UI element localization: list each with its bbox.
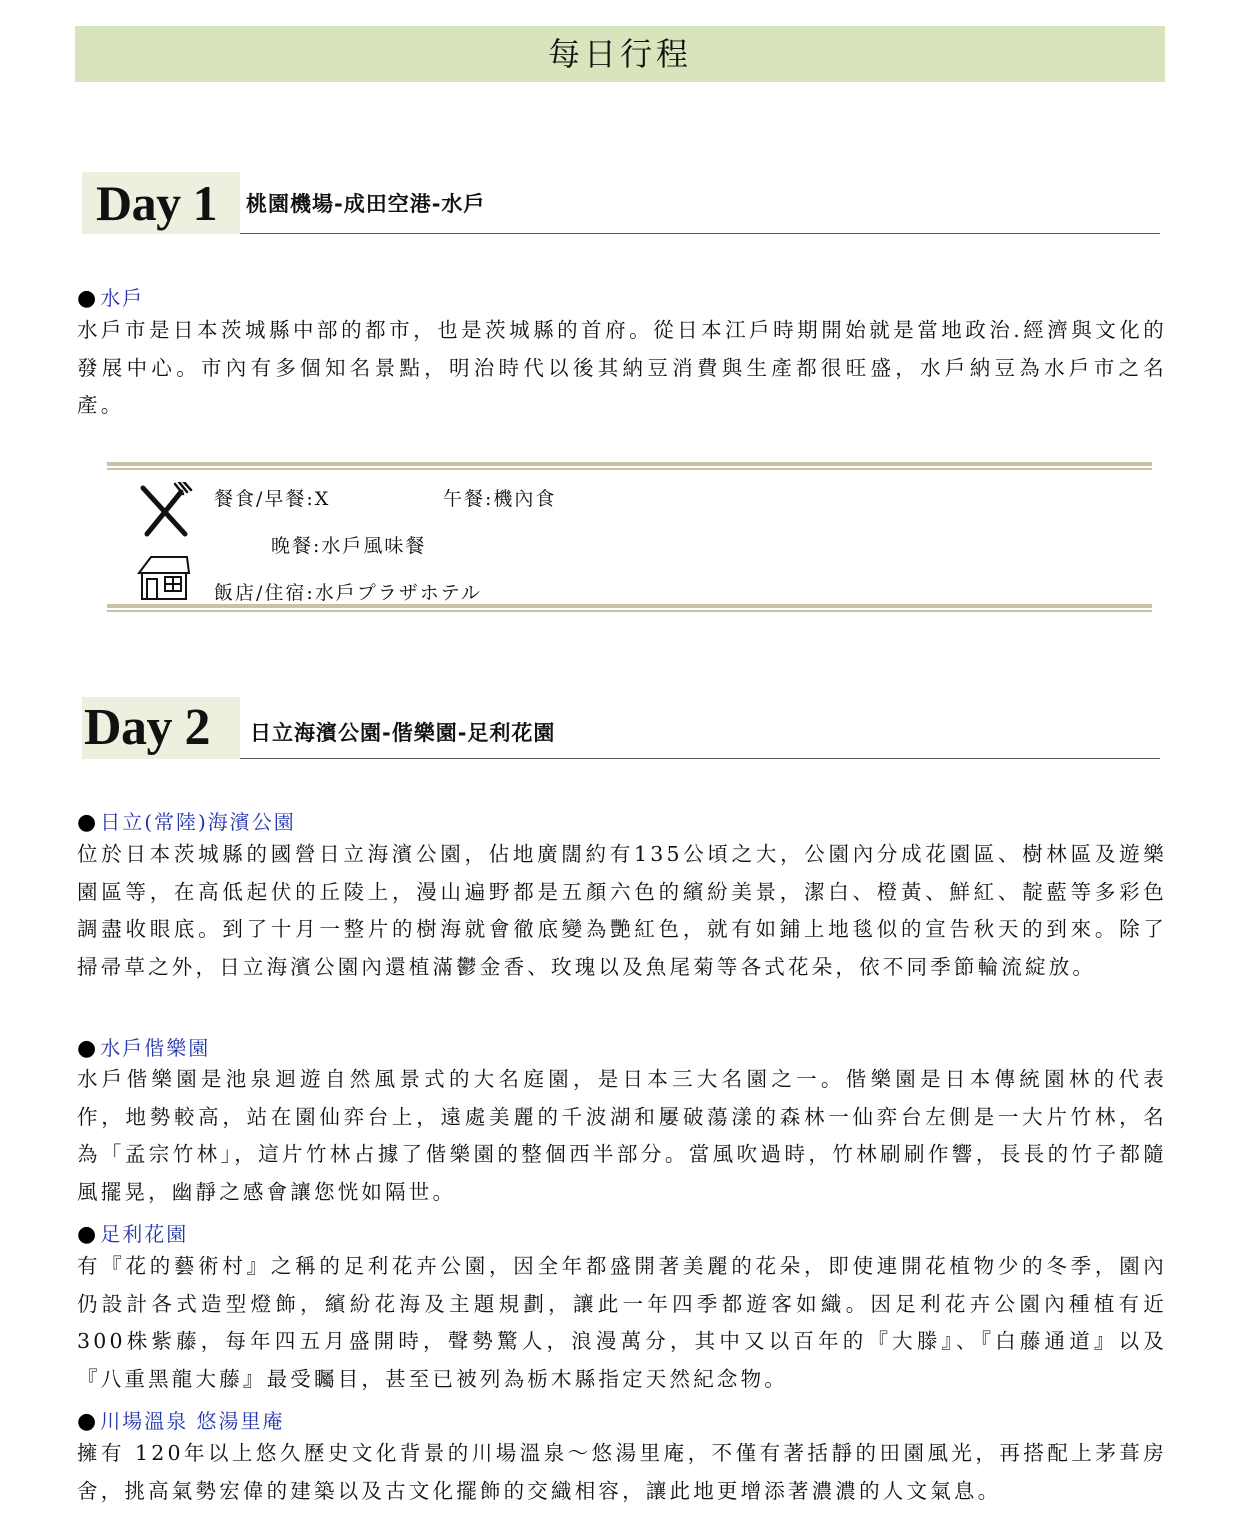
day-2-header	[82, 697, 1160, 759]
section-title-mito: ● 水戶	[77, 286, 145, 311]
section-title-kairakuen: ● 水戶偕樂園	[77, 1036, 211, 1061]
house-icon	[137, 553, 191, 605]
day-1-label: Day 1	[82, 172, 240, 234]
page-title: 每日行程	[75, 26, 1165, 82]
day-1-route: 桃園機場-成田空港-水戶	[246, 192, 486, 216]
bullet-icon: ●	[77, 1409, 99, 1434]
day-1-rule	[240, 233, 1160, 234]
meal-breakfast: 餐食/早餐:X	[214, 488, 331, 510]
section-title-ashikaga: ● 足利花園	[77, 1222, 189, 1247]
bullet-icon: ●	[77, 1222, 99, 1247]
day-1-info-box	[107, 460, 1152, 616]
section-text-mito: 水戶市是日本茨城縣中部的都市，也是茨城縣的首府。從日本江戶時期開始就是當地政治.經濟與文化的發展中心。市內有多個知名景點，明治時代以後其納豆消費與生產都很旺盛，水戶納豆為水戶市之名產。	[77, 318, 1167, 417]
section-text-kawaba: 擁有 120年以上悠久歷史文化背景的川場溫泉～悠湯里庵，不僅有著括靜的田園風光，再搭配上茅葺房舍，挑高氣勢宏偉的建築以及古文化擺飾的交織相容，讓此地更增添著濃濃的人文氣息。	[77, 1441, 1167, 1503]
meal-dinner: 晚餐:水戶風味餐	[271, 535, 427, 557]
info-top-rule	[107, 462, 1152, 470]
meal-lunch: 午餐:機內食	[443, 488, 557, 510]
bullet-icon: ●	[77, 1036, 99, 1061]
bullet-icon: ●	[77, 810, 99, 835]
hotel-info: 飯店/住宿:水戶プラザホテル	[214, 582, 482, 604]
section-text-hitachi: 位於日本茨城縣的國營日立海濱公園，佔地廣闊約有135公頃之大，公園內分成花園區、樹林區及遊樂園區等，在高低起伏的丘陵上，漫山遍野都是五顏六色的繽紛美景，潔白、橙黃、鮮紅、靛藍等多彩色調盡收眼底。到了十月一整片的樹海就會徹底變為艷紅色，就有如鋪上地毯似的宣告秋天的到來。除了掃帚草之外，日立海濱公園內還植滿鬱金香、玫瑰以及魚尾菊等各式花朵，依不同季節輪流綻放。	[77, 842, 1167, 979]
fork-knife-icon	[137, 482, 193, 542]
day-1-header	[82, 172, 1160, 234]
section-title-hitachi: ● 日立(常陸)海濱公園	[77, 810, 296, 835]
section-text-ashikaga: 有『花的藝術村』之稱的足利花卉公園，因全年都盛開著美麗的花朵，即使連開花植物少的冬季，園內仍設計各式造型燈飾，繽紛花海及主題規劃，讓此一年四季都遊客如織。因足利花卉公園內種植有近300株紫藤，每年四五月盛開時，聲勢驚人，浪漫萬分，其中又以百年的『大滕』、『白藤通道』以及『八重黑龍大藤』最受矚目，甚至已被列為栃木縣指定天然紀念物。	[77, 1254, 1167, 1391]
section-text-kairakuen: 水戶偕樂園是池泉迴遊自然風景式的大名庭園，是日本三大名園之一。偕樂園是日本傳統園林的代表作，地勢較高，站在園仙弈台上，遠處美麗的千波湖和屢破蕩漾的森林一仙弈台左側是一大片竹林，名為「孟宗竹林」，這片竹林占據了偕樂園的整個西半部分。當風吹過時，竹林刷刷作響，長長的竹子都隨風擺晃，幽靜之感會讓您恍如隔世。	[77, 1067, 1167, 1204]
day-2-route: 日立海濱公園-偕樂園-足利花園	[250, 721, 556, 745]
day-2-rule	[240, 758, 1160, 759]
day-2-label: Day 2	[82, 697, 240, 759]
section-title-kawaba: ● 川場溫泉 悠湯里庵	[77, 1409, 285, 1434]
info-bottom-rule	[107, 604, 1152, 612]
bullet-icon: ●	[77, 286, 99, 311]
